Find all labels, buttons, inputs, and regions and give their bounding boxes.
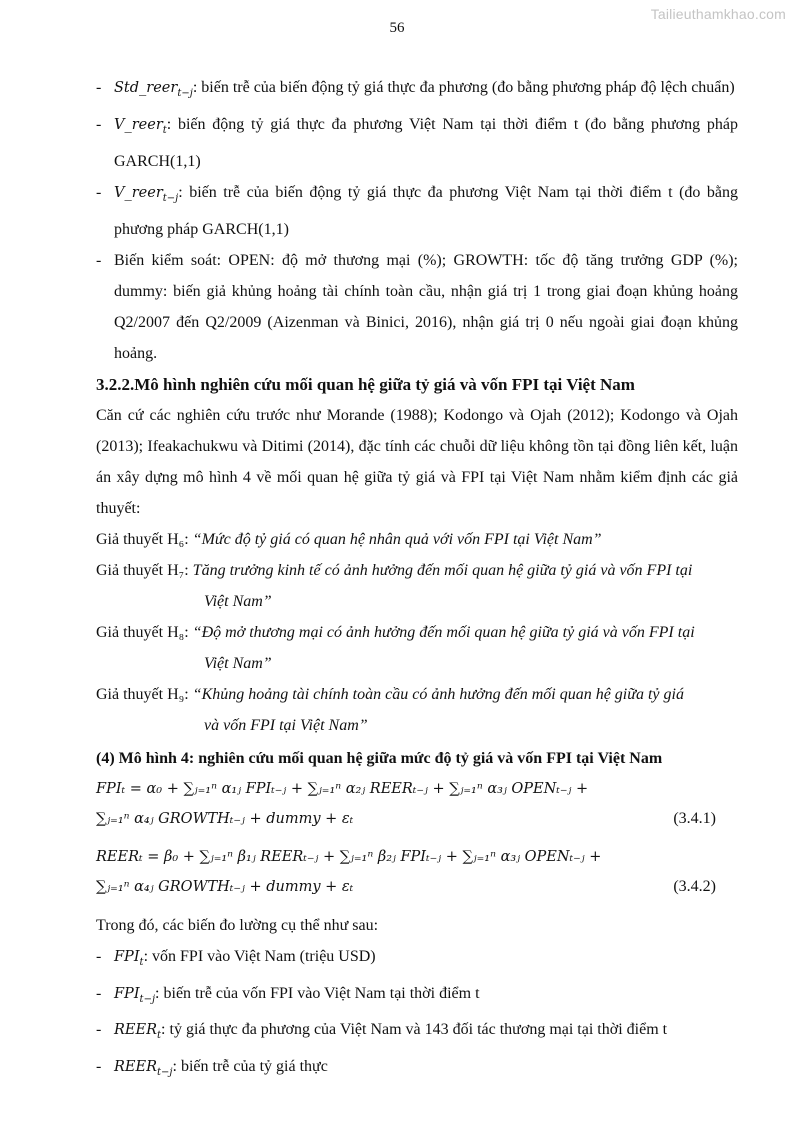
hypothesis-text: “Mức độ tỷ giá có quan hệ nhân quả với vốn FPI tại Việt Nam”	[192, 530, 602, 548]
definition-item	[96, 177, 738, 245]
equation-line: REERₜ = β₀ + ∑ⱼ₌₁ⁿ β₁ⱼ REERₜ₋ⱼ + ∑ⱼ₌₁ⁿ β₂ⱼ FPIₜ₋ⱼ + ∑ⱼ₌₁ⁿ α₃ⱼ OPENₜ₋ⱼ +	[96, 848, 602, 865]
definitions-top	[96, 72, 738, 369]
definitions-bottom	[96, 941, 738, 1089]
page-number: 56	[389, 20, 405, 36]
definition-text: : tỷ giá thực đa phương của Việt Nam và 143 đối tác thương mại tại thời điểm t	[161, 1021, 668, 1039]
equation-number: (3.4.1)	[673, 809, 716, 827]
page-content	[96, 72, 738, 1088]
definition-item	[96, 72, 738, 109]
hypothesis-item	[96, 617, 738, 648]
section-heading: 3.2.2.Mô hình nghiên cứu mối quan hệ giữa tỷ giá và vốn FPI tại Việt Nam	[96, 374, 635, 394]
definition-item	[96, 978, 738, 1015]
equation-line: FPIₜ = α₀ + ∑ⱼ₌₁ⁿ α₁ⱼ FPIₜ₋ⱼ + ∑ⱼ₌₁ⁿ α₂ⱼ REERₜ₋ⱼ + ∑ⱼ₌₁ⁿ α₃ⱼ OPENₜ₋ⱼ +	[96, 780, 589, 797]
definition-text: : biến động tỷ giá thực đa phương Việt Nam tại thời điểm t (đo bằng phương pháp GARCH(1,1)	[114, 115, 738, 170]
definition-text: : biến trễ của tỷ giá thực	[172, 1058, 328, 1076]
model-heading: (4) Mô hình 4: nghiên cứu mối quan hệ giữa mức độ tỷ giá và vốn FPI tại Việt Nam	[96, 749, 663, 767]
definition-text: : biến trễ của biến động tỷ giá thực đa phương Việt Nam tại thời điểm t (đo bằng phương pháp GARCH(1,1)	[114, 183, 738, 238]
equation-line-text: ∑ⱼ₌₁ⁿ α₄ⱼ GROWTHₜ₋ⱼ + dummy + εₜ	[96, 878, 354, 895]
variable-subscript: t−j	[162, 192, 179, 204]
watermark: Tailieuthamkhao.com	[650, 6, 786, 22]
equations	[96, 774, 738, 910]
variable-subscript: t	[139, 956, 144, 968]
definition-item	[96, 109, 738, 177]
equation-line-continued	[96, 872, 738, 902]
hypotheses-list	[96, 524, 738, 741]
variable-symbol: $FPI_{t-j}$	[114, 985, 156, 1005]
hypothesis-item	[96, 679, 738, 710]
variable-symbol: V_reer$_t$	[114, 116, 167, 136]
hypothesis-label: Giả thuyết H₆:	[96, 530, 193, 548]
definition-item	[96, 1051, 738, 1088]
definition-item	[96, 941, 738, 978]
hypothesis-text-continued: Việt Nam”	[204, 592, 272, 610]
hypothesis-label: Giả thuyết H₇:	[96, 561, 193, 579]
hypothesis-item	[96, 555, 738, 586]
variable-subscript: t	[157, 1030, 162, 1042]
variable-symbol: V_reer$_{t-j}$	[114, 184, 179, 204]
variable-symbol: Std_reer$_{t-j}$	[114, 80, 193, 99]
intro-paragraph: Căn cứ các nghiên cứu trước như Morande (1988); Kodongo và Ojah (2012); Kodongo và Ojah (2013); Ifeakachukwu và Ditimi (2014), đặc tính các chuỗi dữ liệu không tồn tại đồng liên kết, luận án xây dựng mô hình 4 về mối quan hệ giữa tỷ giá và FPI tại Việt Nam nhằm kiểm định các giả thuyết:	[96, 406, 738, 517]
equation-line-continued	[96, 804, 738, 834]
hypothesis-text: “Độ mở thương mại có ảnh hưởng đến mối quan hệ giữa tỷ giá và vốn FPI tại	[192, 623, 695, 641]
variable-subscript: t	[162, 124, 167, 136]
variable-symbol: $REER_t$	[114, 1022, 162, 1042]
variable-subscript: t−j	[177, 87, 193, 99]
equation-number: (3.4.2)	[673, 877, 716, 895]
variables-intro: Trong đó, các biến đo lường cụ thể như sau:	[96, 916, 379, 934]
definition-item	[96, 1014, 738, 1051]
equation-line-text: ∑ⱼ₌₁ⁿ α₄ⱼ GROWTHₜ₋ⱼ + dummy + εₜ	[96, 810, 354, 827]
hypothesis-text: Tăng trưởng kinh tế có ảnh hưởng đến mối quan hệ giữa tỷ giá và vốn FPI tại	[192, 561, 693, 579]
definition-text: : biến trễ của biến động tỷ giá thực đa phương (đo bằng phương pháp độ lệch chuẩn)	[192, 79, 735, 96]
hypothesis-text-continued: Việt Nam”	[204, 654, 272, 672]
variable-subscript: t−j	[157, 1067, 173, 1079]
definition-text: : biến trễ của vốn FPI vào Việt Nam tại thời điểm t	[155, 984, 480, 1002]
definition-text: Biến kiểm soát: OPEN: độ mở thương mại (%); GROWTH: tốc độ tăng trưởng GDP (%); dummy: biến giả khủng hoảng tài chính toàn cầu, nhận giá trị 1 trong giai đoạn khủng hoảng Q2/2007 đến Q2/2009 (Aizenman và Binici, 2016), nhận giá trị 0 nếu ngoài giai đoạn khủng hoảng.	[114, 251, 738, 362]
variable-symbol: $REER_{t-j}$	[114, 1059, 173, 1079]
hypothesis-text: “Khủng hoảng tài chính toàn cầu có ảnh hưởng đến mối quan hệ giữa tỷ giá	[192, 685, 684, 703]
variable-subscript: t−j	[139, 993, 156, 1005]
hypothesis-text-continued: và vốn FPI tại Việt Nam”	[204, 716, 368, 734]
hypothesis-item	[96, 524, 738, 555]
hypothesis-label: Giả thuyết H₉:	[96, 685, 193, 703]
hypothesis-label: Giả thuyết H₈:	[96, 623, 193, 641]
variable-symbol: $FPI_t$	[114, 948, 144, 968]
definition-text: : vốn FPI vào Việt Nam (triệu USD)	[143, 947, 376, 965]
definition-item	[96, 245, 738, 369]
